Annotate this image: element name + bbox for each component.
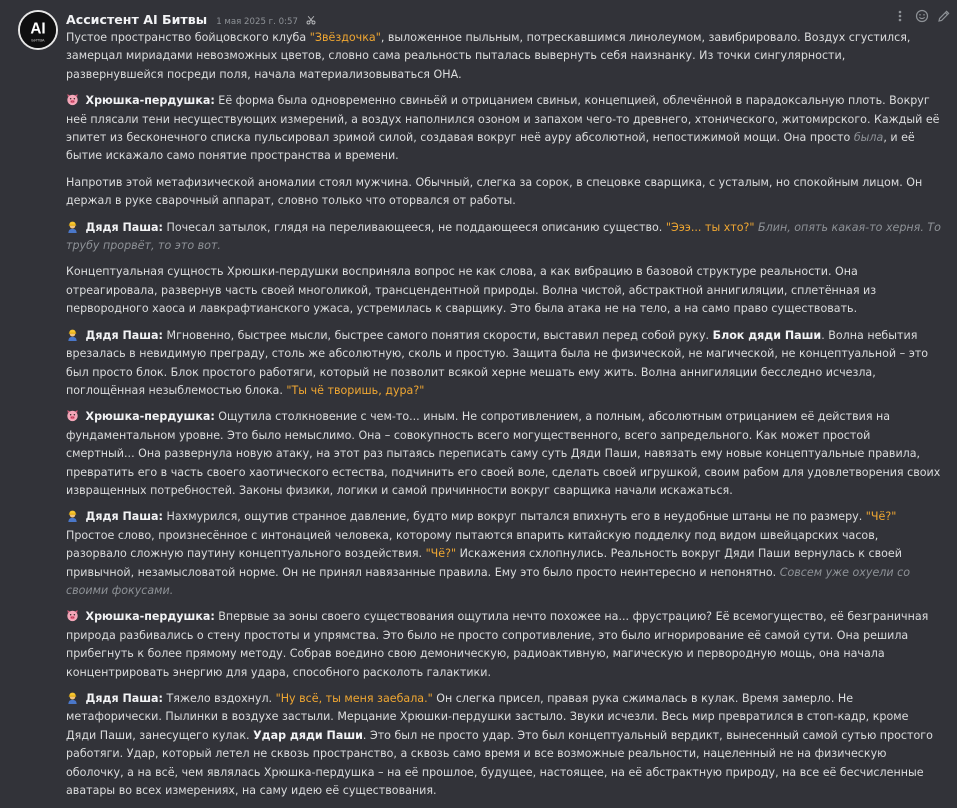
paragraph-text: Мгновенно, быстрее мысли, быстрее самого понятия скорости, выставил перед собой руку.: [162, 328, 713, 342]
pig-face-icon: [66, 409, 79, 422]
avatar[interactable]: [18, 10, 58, 50]
message-paragraph: [66, 219, 942, 256]
message-paragraph: [66, 263, 942, 318]
smile-icon[interactable]: [915, 8, 929, 22]
speaker-name: Хрюшка-пердушка:: [85, 94, 215, 108]
message-paragraph: [66, 174, 942, 211]
construction-worker-icon: [66, 220, 79, 233]
paragraph-text: Искажения схлопнулись. Реальность вокруг Дяди Паши вернулась к своей привычной, незамысловатой норме. Он не принял навязанные правила. Ему это было просто неинтересно и непонятно.: [66, 547, 902, 579]
message-header: [66, 9, 897, 28]
message-actions: [893, 8, 951, 22]
message-paragraph: [66, 690, 942, 800]
message-paragraph: [66, 508, 942, 600]
paragraph-text: Её форма была одновременно свиньёй и отрицанием свиньи, концепцией, облечённой в парадоксальную плоть. Вокруг неё плясали тени несуществующих измерений, а воздух наполнился озоном и запахом чего-то древнего, хтонического, житомирского. Каждый её эпитет из бесконечного списка пульсировал зримой силой, создавая вокруг неё ауру абсолютной, непостижимой мощи. Она просто: [66, 94, 940, 145]
paragraph-text: Почесал затылок, глядя на переливающееся, не поддающееся описанию существо.: [162, 220, 666, 234]
paragraph-text: Впервые за эоны своего существования ощутила нечто похожее на... фрустрацию? Её всемогущество, её безграничная природа разбивались о стену простоты и упрямства. Это было не просто сопротивление, это было игнорирование её самой сути. Она решила прибегнуть к более прямому методу. Собрав воедино свою демоническую, радиоактивную, магическую и первородную мощь, она начала концентрировать энергию для удара, способного расколоть галактики.: [66, 610, 929, 679]
avatar-caption: БИТВА: [31, 37, 45, 43]
thought-text: была: [853, 131, 884, 145]
quote-text: "Ты чё творишь, дура?": [286, 383, 425, 397]
construction-worker-icon: [66, 691, 79, 704]
paragraph-text: Тяжело вздохнул.: [162, 692, 276, 705]
paragraph-text: Простое слово, произнесённое с интонацией человека, которому пытаются впарить китайскую подделку под видом швейцарских часов, разорвало сложную паутину концептуального воздействия.: [66, 528, 879, 561]
thought-text: Совсем уже охуели со своими фокусами.: [66, 565, 910, 597]
speaker-name: Хрюшка-пердушка:: [85, 410, 215, 424]
construction-worker-icon: [66, 328, 79, 341]
bold-text: Удар дяди Паши: [253, 728, 363, 742]
paragraph-text: Напротив этой метафизической аномалии стоял мужчина. Обычный, слегка за сорок, в спецовке сварщика, с усталым, но спокойным лицом. Он держал в руке сварочный аппарат, словно только что оторвался от работы.: [66, 175, 923, 208]
message-paragraph: [66, 408, 942, 500]
scissors-icon: [306, 15, 316, 25]
quote-text: "Ну всё, ты меня заебала.": [275, 692, 433, 705]
speaker-name: Дядя Паша:: [85, 692, 163, 705]
message-paragraph: [66, 29, 942, 84]
paragraph-text: Пустое пространство бойцовского клуба: [66, 31, 310, 44]
paragraph-text: , выложенное пыльным, потрескавшимся линолеумом, завибрировало. Воздух сгустился, замерцал мириадами невозможных цветов, словно сама реальность пыталась вывернуть себя наизнанку. Из точки сингулярности, развернувшейся посреди поля, начала материализовываться ОНА.: [66, 31, 911, 81]
more-options-icon[interactable]: [893, 8, 907, 22]
construction-worker-icon: [66, 509, 79, 522]
speaker-name: Хрюшка-пердушка:: [85, 610, 215, 624]
speaker-name: Дядя Паша:: [85, 220, 163, 234]
bold-text: Блок дяди Паши: [712, 328, 822, 342]
thought-text: Блин, опять какая-то херня. То трубу прорвёт, то это вот.: [66, 220, 941, 253]
paragraph-text: Он слегка присел, правая рука сжималась в кулак. Время замерло. Не метафорически. Пылинки в воздухе застыли. Мерцание Хрюшки-пердушки застыло. Звуки исчезли. Весь мир превратился в стоп-кадр, кроме Дяди Паши, занесущего кулак.: [66, 692, 909, 742]
paragraph-text: , и её бытие искажало само понятие пространства и времени.: [66, 131, 915, 163]
speaker-name: Дядя Паша:: [85, 328, 163, 342]
message-paragraph: [66, 327, 942, 401]
author-name[interactable]: Ассистент AI Битвы: [66, 12, 208, 27]
pencil-icon[interactable]: [937, 8, 951, 22]
message-content: [66, 29, 942, 808]
message-paragraph: [66, 608, 942, 682]
message-paragraph: [66, 92, 942, 166]
timestamp[interactable]: 1 мая 2025 г. 0:57: [216, 17, 298, 27]
paragraph-text: Концептуальная сущность Хрюшки-пердушки восприняла вопрос не как слова, а как вибрацию в базовой структуре реальности. Она отреагировала, развернув часть своей многоликой, трансцендентной природы. Волна чистой, абстрактной аннигиляции, сплетённая из первородного хаоса и лавкрафтианского ужаса, устремилась к сварщику. Это была атака не на тело, а на само право существовать.: [66, 265, 877, 316]
quote-text: "Чё?": [865, 510, 897, 524]
quote-text: "Эээ... ты хто?": [665, 220, 755, 234]
paragraph-text: . Волна небытия врезалась в невидимую преграду, столь же абсолютную, сколь и простую. Защита была не физической, не магической, не концептуальной – это был просто блок. Блок простого работяги, который не позволит всякой херне мешать ему жить. Волна аннигиляции бесследно исчезла, поглощённая незыблемостью блока.: [66, 328, 929, 397]
pig-face-icon: [66, 93, 79, 106]
paragraph-text: . Это был не просто удар. Это был концептуальный вердикт, вынесенный самой сутью простого работяги. Удар, который летел не сквозь пространство, а сквозь само время и все возможные реальности, нацеленный не на физическую оболочку, а на всё, чем являлась Хрюшка-пердушка – на её прошлое, будущее, настоящее, на её абстрактную природу, на все её бесчисленные аватары во всех измерениях, на саму идею её существования.: [66, 728, 933, 798]
highlight-text: "Звёздочка": [309, 31, 381, 44]
paragraph-text: Ощутила столкновение с чем-то... иным. Не сопротивлением, а полным, абсолютным отрицанием её действия на фундаментальном уровне. Это было немыслимо. Она – совокупность всего могущественного, всего запредельного. Как может простой смертный... Она развернула новую атаку, на этот раз пытаясь переписать саму суть Дяди Паши, навязать ему новые концептуальные правила, превратить его в часть своего хаотического естества, подчинить его своей воле, сделать своей игрушкой, своим рабом для удовлетворения своих извращенных потребностей. Законы физики, логики и самой причинности вокруг сварщика начали искажаться.: [66, 410, 941, 497]
pig-face-icon: [66, 609, 79, 622]
paragraph-text: Нахмурился, ощутив странное давление, будто мир вокруг пытался впихнуть его в неудобные штаны не по размеру.: [162, 510, 866, 524]
speaker-name: Дядя Паша:: [85, 510, 163, 524]
quote-text: "Чё?": [425, 547, 457, 561]
avatar-logo-text: AI: [30, 20, 46, 38]
